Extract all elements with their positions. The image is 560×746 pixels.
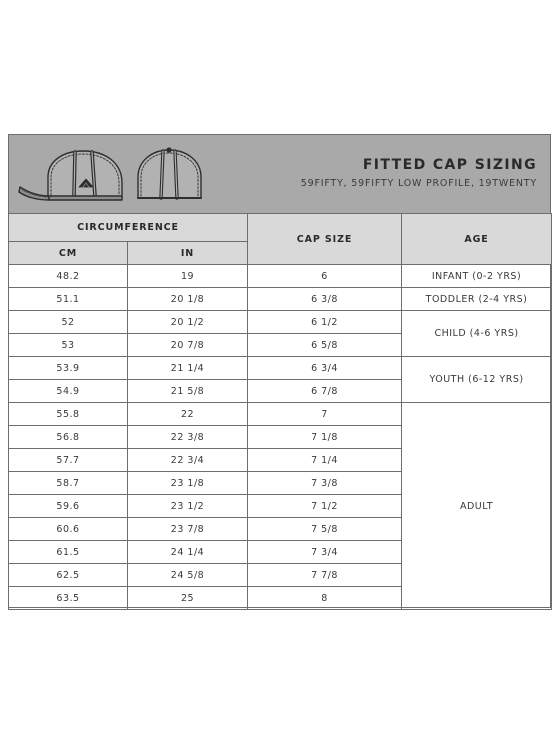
header-row [9, 214, 552, 242]
cm-cell: 55.8 [9, 403, 128, 426]
header-banner [9, 135, 550, 214]
table-row [9, 403, 552, 426]
cap-size-cell: 8 [248, 587, 402, 610]
cm-cell: 53 [9, 334, 128, 357]
cap-size-cell: 7 1/8 [248, 426, 402, 449]
cap-size-cell: 6 5/8 [248, 334, 402, 357]
in-header: IN [128, 242, 248, 265]
cap-size-cell: 7 3/8 [248, 472, 402, 495]
cap-size-cell: 6 3/4 [248, 357, 402, 380]
cm-header: CM [9, 242, 128, 265]
cap-size-cell: 7 1/4 [248, 449, 402, 472]
page-title: FITTED CAP SIZING [362, 157, 537, 173]
cap-size-header: CAP SIZE [248, 214, 402, 265]
age-cell-youth: YOUTH (6-12 YRS) [402, 357, 552, 403]
cap-size-cell: 7 3/4 [248, 541, 402, 564]
in-cell: 19 [128, 265, 248, 288]
cm-cell: 56.8 [9, 426, 128, 449]
in-cell: 21 1/4 [128, 357, 248, 380]
cm-cell: 54.9 [9, 380, 128, 403]
cm-cell: 48.2 [9, 265, 128, 288]
in-cell: 23 7/8 [128, 518, 248, 541]
page-subtitle: 59FIFTY, 59FIFTY LOW PROFILE, 19TWENTY [300, 178, 537, 189]
in-cell: 23 1/2 [128, 495, 248, 518]
cm-cell: 62.5 [9, 564, 128, 587]
age-header: AGE [402, 214, 552, 265]
cm-cell: 61.5 [9, 541, 128, 564]
in-cell: 24 1/4 [128, 541, 248, 564]
circumference-header: CIRCUMFERENCE [9, 214, 248, 242]
cap-back-view-icon [138, 148, 201, 198]
sizing-chart [8, 134, 551, 608]
table-row [9, 288, 552, 311]
cap-size-cell: 6 3/8 [248, 288, 402, 311]
in-cell: 22 3/8 [128, 426, 248, 449]
cap-illustrations [17, 143, 207, 207]
in-cell: 24 5/8 [128, 564, 248, 587]
in-cell: 23 1/8 [128, 472, 248, 495]
table-row [9, 311, 552, 334]
cm-cell: 59.6 [9, 495, 128, 518]
in-cell: 22 [128, 403, 248, 426]
in-cell: 20 7/8 [128, 334, 248, 357]
cap-size-cell: 6 1/2 [248, 311, 402, 334]
cap-size-cell: 7 5/8 [248, 518, 402, 541]
in-cell: 25 [128, 587, 248, 610]
cap-size-cell: 7 [248, 403, 402, 426]
cm-cell: 63.5 [9, 587, 128, 610]
table-row [9, 265, 552, 288]
in-cell: 21 5/8 [128, 380, 248, 403]
age-cell-infant: INFANT (0-2 YRS) [402, 265, 552, 288]
cap-size-cell: 7 1/2 [248, 495, 402, 518]
cap-size-cell: 6 [248, 265, 402, 288]
age-cell-child: CHILD (4-6 YRS) [402, 311, 552, 357]
cm-cell: 60.6 [9, 518, 128, 541]
cap-size-cell: 7 7/8 [248, 564, 402, 587]
in-cell: 20 1/2 [128, 311, 248, 334]
table-row [9, 357, 552, 380]
size-table [8, 213, 552, 610]
cap-side-view-icon [19, 151, 122, 200]
cm-cell: 58.7 [9, 472, 128, 495]
age-cell-adult: ADULT [402, 403, 552, 610]
cm-cell: 53.9 [9, 357, 128, 380]
in-cell: 22 3/4 [128, 449, 248, 472]
age-cell-toddler: TODDLER (2-4 YRS) [402, 288, 552, 311]
cm-cell: 52 [9, 311, 128, 334]
in-cell: 20 1/8 [128, 288, 248, 311]
cap-size-cell: 6 7/8 [248, 380, 402, 403]
cm-cell: 57.7 [9, 449, 128, 472]
cm-cell: 51.1 [9, 288, 128, 311]
